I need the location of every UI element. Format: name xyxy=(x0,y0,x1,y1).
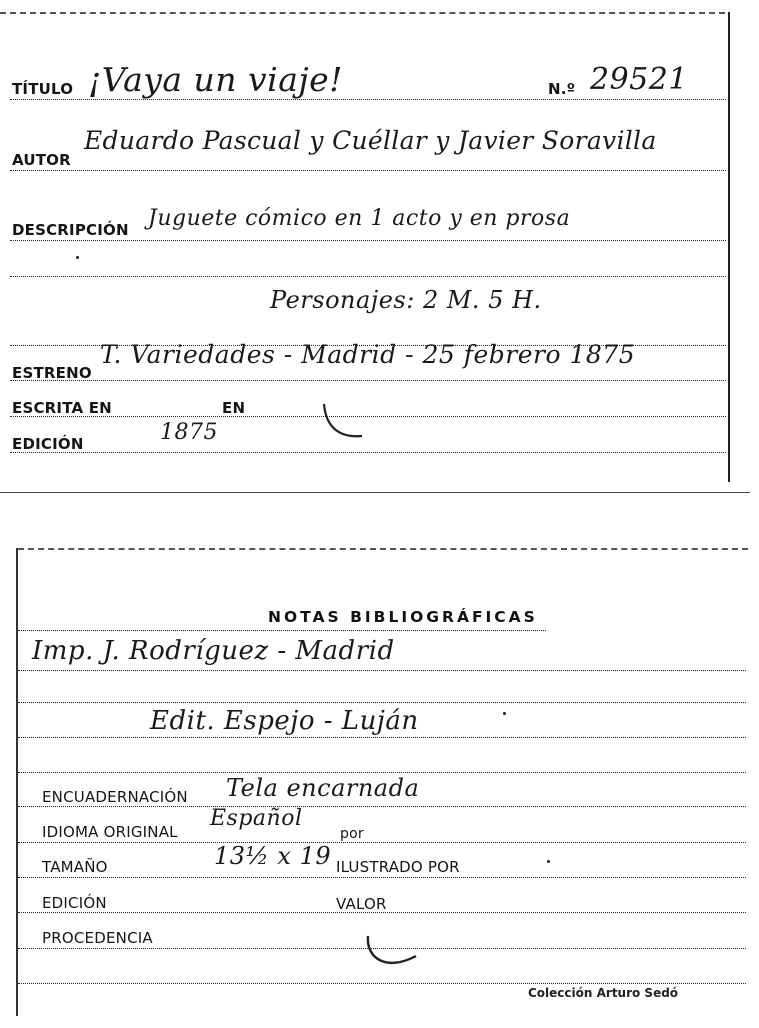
ruled-line xyxy=(18,737,746,738)
estreno-label: ESTRENO xyxy=(12,364,92,382)
escrita-en-label: ESCRITA EN xyxy=(12,399,112,417)
descripcion-value: Juguete cómico en 1 acto y en prosa xyxy=(148,206,571,231)
titulo-label: TÍTULO xyxy=(12,80,74,98)
autor-value: Eduardo Pascual y Cuéllar y Javier Soravilla xyxy=(84,126,657,155)
encuadernacion-value: Tela encarnada xyxy=(226,774,420,802)
numero-label: N.º xyxy=(548,80,576,98)
notas-heading: NOTAS BIBLIOGRÁFICAS xyxy=(268,608,538,626)
ruled-line xyxy=(18,877,746,878)
ruled-line xyxy=(18,842,746,843)
idioma-label: IDIOMA ORIGINAL xyxy=(42,823,178,841)
edicion-label: EDICIÓN xyxy=(12,435,84,453)
en-label: EN xyxy=(222,399,246,417)
punch-hole-mark xyxy=(360,928,424,978)
ruled-line xyxy=(18,702,746,703)
ruled-line xyxy=(18,983,746,984)
tamano-label: TAMAÑO xyxy=(42,858,108,876)
punch-hole-mark xyxy=(318,398,368,444)
card-left-edge xyxy=(16,548,18,1016)
ruled-line xyxy=(18,670,746,671)
ruled-line xyxy=(10,276,726,277)
note-line-2: Edit. Espejo - Luján xyxy=(150,706,419,736)
card-separator xyxy=(0,492,750,493)
ink-speck xyxy=(547,860,550,863)
ink-speck xyxy=(76,256,79,259)
card-top-border xyxy=(18,548,748,550)
estreno-value: T. Variedades - Madrid - 25 febrero 1875 xyxy=(100,340,636,369)
ruled-line xyxy=(10,170,726,171)
por-label: por xyxy=(340,826,364,842)
tamano-value: 13½ x 19 xyxy=(214,842,332,870)
ink-speck xyxy=(503,712,506,715)
numero-value: 29521 xyxy=(590,62,688,97)
collection-footer: Colección Arturo Sedó xyxy=(528,986,679,1000)
ruled-line xyxy=(18,772,746,773)
titulo-value: ¡Vaya un viaje! xyxy=(88,60,343,99)
autor-label: AUTOR xyxy=(12,151,71,169)
ruled-line xyxy=(10,99,726,100)
procedencia-label: PROCEDENCIA xyxy=(42,929,153,947)
ruled-line xyxy=(18,630,546,631)
ruled-line xyxy=(10,380,726,381)
edicion-label-bottom: EDICIÓN xyxy=(42,894,107,912)
ruled-line xyxy=(10,416,726,417)
ruled-line xyxy=(10,452,726,453)
ruled-line xyxy=(18,806,746,807)
note-line-1: Imp. J. Rodríguez - Madrid xyxy=(32,636,395,666)
encuadernacion-label: ENCUADERNACIÓN xyxy=(42,788,188,806)
personajes-value: Personajes: 2 M. 5 H. xyxy=(270,286,542,314)
card-top-border xyxy=(0,12,725,14)
idioma-value: Español xyxy=(210,806,303,831)
edicion-value: 1875 xyxy=(160,420,218,445)
catalog-card-top xyxy=(0,0,759,492)
ruled-line xyxy=(10,240,726,241)
card-right-edge xyxy=(728,12,730,482)
catalog-card-bottom xyxy=(0,540,759,1028)
ilustrado-label: ILUSTRADO POR xyxy=(336,858,460,876)
valor-label: VALOR xyxy=(336,895,387,913)
descripcion-label: DESCRIPCIÓN xyxy=(12,221,129,239)
